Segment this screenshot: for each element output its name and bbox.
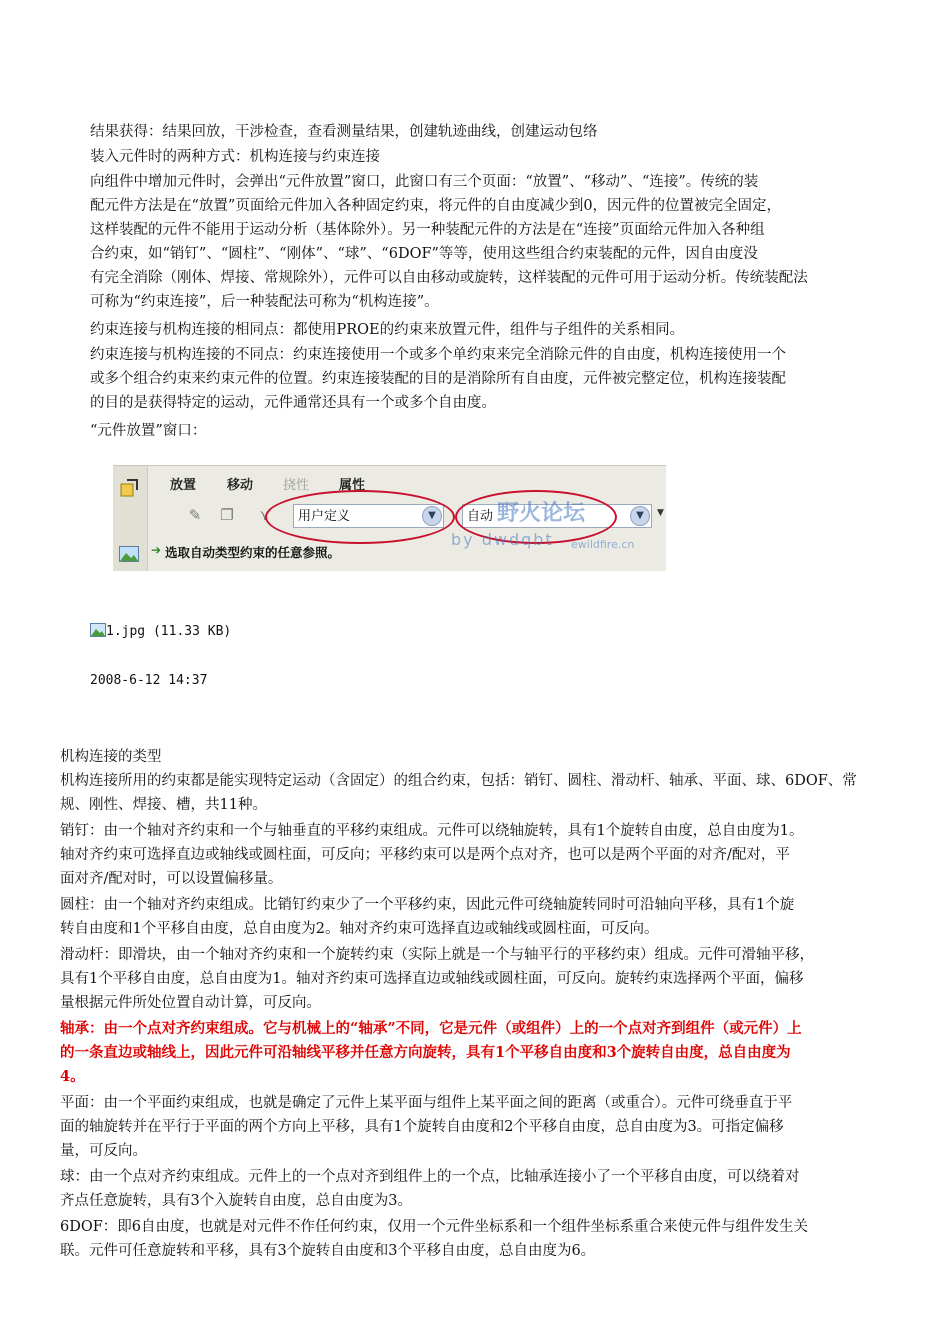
watermark-title: 野火论坛 bbox=[497, 501, 586, 526]
post-timestamp: 2008-6-12 14:37 bbox=[90, 673, 208, 688]
paragraph-placement-window: 向组件中增加元件时，会弹出“元件放置”窗口，此窗口有三个页面：“放置”、“移动”、“连接”。传统的装 配元件方法是在“放置”页面给元件加入各种固定约束，将元件的自由度减少到0，因元件的位置被完全固定， 这样装配的元件不能用于运动分析（基体除外）。另一种装配元件的方法是在“连接”页面给元件加入各种组 合约束，如“销钉”、“圆柱”、“刚体”、“球”、“6DOF”等等，使用这些组合约束装配的元件，因自由度没 有完全消除（刚体、焊接、常规除外），元件可以自由移动或旋转，这样装配的元件可用于运动分析。传统装配法 可称为“约束连接”，后一种装配法可称为“机构连接”。 bbox=[90, 174, 808, 310]
tab-placement[interactable]: 放置 bbox=[170, 478, 197, 493]
watermark-author: by dwdqbt bbox=[451, 530, 554, 549]
section-title: 机构连接的类型 bbox=[60, 749, 162, 765]
paragraph-planar: 平面：由一个平面约束组成，也就是确定了元件上某平面与组件上某平面之间的距离（或重合）。元件可绕垂直于平 面的轴旋转并在平行于平面的两个方向上平移，具有1个旋转自由度和2个平移自由度，总自由度为3。可指定偏移 量，可反向。 bbox=[60, 1095, 793, 1159]
tab-flexibility[interactable]: 挠性 bbox=[283, 478, 310, 493]
component-placement-screenshot bbox=[113, 465, 666, 571]
watermark-url: ewildfire.cn bbox=[571, 538, 635, 551]
paragraph-bearing: 轴承：由一个点对齐约束组成。它与机械上的“轴承”不同，它是元件（或组件）上的一个点对齐到组件（或元件）上 的一条直边或轴线上，因此元件可沿轴线平移并任意方向旋转，具有1个平移自由度和3个旋转自由度，总自由度为 4。 bbox=[60, 1020, 802, 1085]
paragraph-slider: 滑动杆：即滑块，由一个轴对齐约束和一个旋转约束（实际上就是一个与轴平行的平移约束）组成。元件可滑轴平移， 具有1个平移自由度，总自由度为1。轴对齐约束可选择直边或轴线或圆柱面，可反向。旋转约束选择两个平面，偏移 量根据元件所处位置自动计算，可反向。 bbox=[60, 947, 814, 1011]
tab-properties[interactable]: 属性 bbox=[339, 478, 366, 493]
paragraph-6dof: 6DOF：即6自由度，也就是对元件不作任何约束，仅用一个元件坐标系和一个组件坐标系重合来使元件与组件发生关 联。元件可任意旋转和平移，具有3个旋转自由度和3个平移自由度，总自由度为6。 bbox=[60, 1219, 809, 1259]
copy-icon[interactable]: ❐ bbox=[220, 506, 234, 524]
paragraph-window-caption: “元件放置”窗口： bbox=[90, 423, 207, 439]
vector-icon[interactable]: ⋎ bbox=[259, 506, 271, 524]
image-icon bbox=[119, 546, 139, 562]
placement-icon bbox=[119, 478, 141, 500]
paragraph-ball: 球：由一个点对齐约束组成。元件上的一个点对齐到组件上的一个点，比轴承连接小了一个平移自由度，可以绕着对 齐点任意旋转，具有3个入旋转自由度，总自由度为3。 bbox=[60, 1169, 800, 1209]
paragraph-results: 结果获得：结果回放，干涉检查，查看测量结果，创建轨迹曲线，创建运动包络 bbox=[90, 124, 598, 140]
more-arrow-icon[interactable]: ▼ bbox=[657, 508, 664, 518]
paragraph-cylinder: 圆柱：由一个轴对齐约束组成。比销钉约束少了一个平移约束，因此元件可绕轴旋转同时可沿轴向平移，具有1个旋 转自由度和1个平移自由度，总自由度为2。轴对齐约束可选择直边或轴线或圆柱面，可反向。 bbox=[60, 897, 795, 937]
hint-text: 选取自动类型约束的任意参照。 bbox=[165, 545, 341, 560]
edit-icon[interactable]: ✎ bbox=[188, 506, 202, 524]
arrow-icon: ➔ bbox=[151, 543, 162, 557]
tab-move[interactable]: 移动 bbox=[227, 478, 254, 493]
constraint-type-select[interactable]: 自动 ▼ bbox=[462, 504, 652, 528]
left-panel bbox=[113, 466, 148, 571]
chevron-down-icon[interactable]: ▼ bbox=[422, 506, 442, 526]
paragraph-two-methods: 装入元件时的两种方式：机构连接与约束连接 bbox=[90, 149, 380, 165]
paragraph-similarity: 约束连接与机构连接的相同点：都使用PROE的约束来放置元件，组件与子组件的关系相同。 bbox=[90, 322, 685, 338]
paragraph-overview: 机构连接所用的约束都是能实现特定运动（含固定）的组合约束，包括：销钉、圆柱、滑动杆、轴承、平面、球、6DOF、常 规、刚性、焊接、槽，共11种。 bbox=[60, 773, 857, 813]
chevron-down-icon[interactable]: ▼ bbox=[630, 506, 650, 526]
image-file-icon bbox=[90, 623, 106, 637]
paragraph-difference: 约束连接与机构连接的不同点：约束连接使用一个或多个单约束来完全消除元件的自由度，机构连接使用一个 或多个组合约束来约束元件的位置。约束连接装配的目的是消除所有自由度，元件被完整定位，机构连接装配 的目的是获得特定的运动，元件通常还具有一个或多个自由度。 bbox=[90, 347, 786, 411]
connection-type-select[interactable]: 用户定义 ▼ bbox=[293, 504, 444, 528]
paragraph-pin: 销钉：由一个轴对齐约束和一个与轴垂直的平移约束组成。元件可以绕轴旋转，具有1个旋转自由度，总自由度为1。 轴对齐约束可选择直边或轴线或圆柱面，可反向；平移约束可以是两个点对齐，也可以是两个平面的对齐/配对，平 面对齐/配对时，可以设置偏移量。 bbox=[60, 823, 804, 887]
highlight-ellipse bbox=[265, 490, 455, 544]
attachment-line[interactable]: 1.jpg (11.33 KB) bbox=[90, 620, 890, 644]
